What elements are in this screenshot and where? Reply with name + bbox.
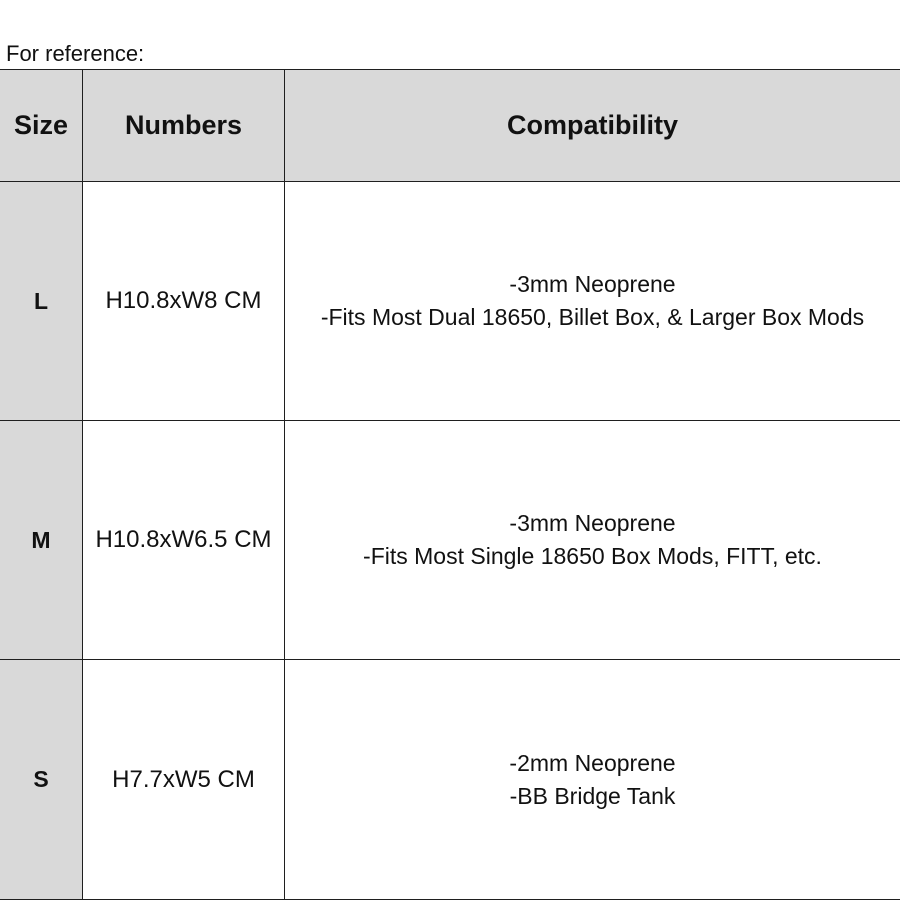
row-s-compat-line-2: -BB Bridge Tank [509, 782, 676, 809]
size-table [0, 69, 900, 900]
header-compatibility: Compatibility [285, 69, 900, 182]
row-m-compatibility [285, 421, 900, 660]
header-numbers: Numbers [83, 69, 285, 182]
row-s-compatibility [285, 660, 900, 900]
row-m-compat-line-2: -Fits Most Single 18650 Box Mods, FITT, etc. [363, 543, 822, 569]
row-l-size: L [0, 182, 83, 421]
row-l-compatibility [285, 182, 900, 421]
row-s-size: S [0, 660, 83, 900]
row-m-size: M [0, 421, 83, 660]
row-m-numbers: H10.8xW6.5 CM [83, 421, 285, 660]
row-l-compat-line-2: -Fits Most Dual 18650, Billet Box, & Larger Box Mods [320, 304, 865, 330]
row-s-compat-line-1: -2mm Neoprene [509, 749, 676, 776]
row-l-compat-line-1: -3mm Neoprene [509, 271, 676, 297]
row-s-numbers: H7.7xW5 CM [83, 660, 285, 900]
reference-caption: For reference: [6, 41, 145, 66]
row-m-compat-line-1: -3mm Neoprene [509, 510, 676, 536]
header-size: Size [0, 69, 83, 182]
row-l-numbers: H10.8xW8 CM [83, 182, 285, 421]
